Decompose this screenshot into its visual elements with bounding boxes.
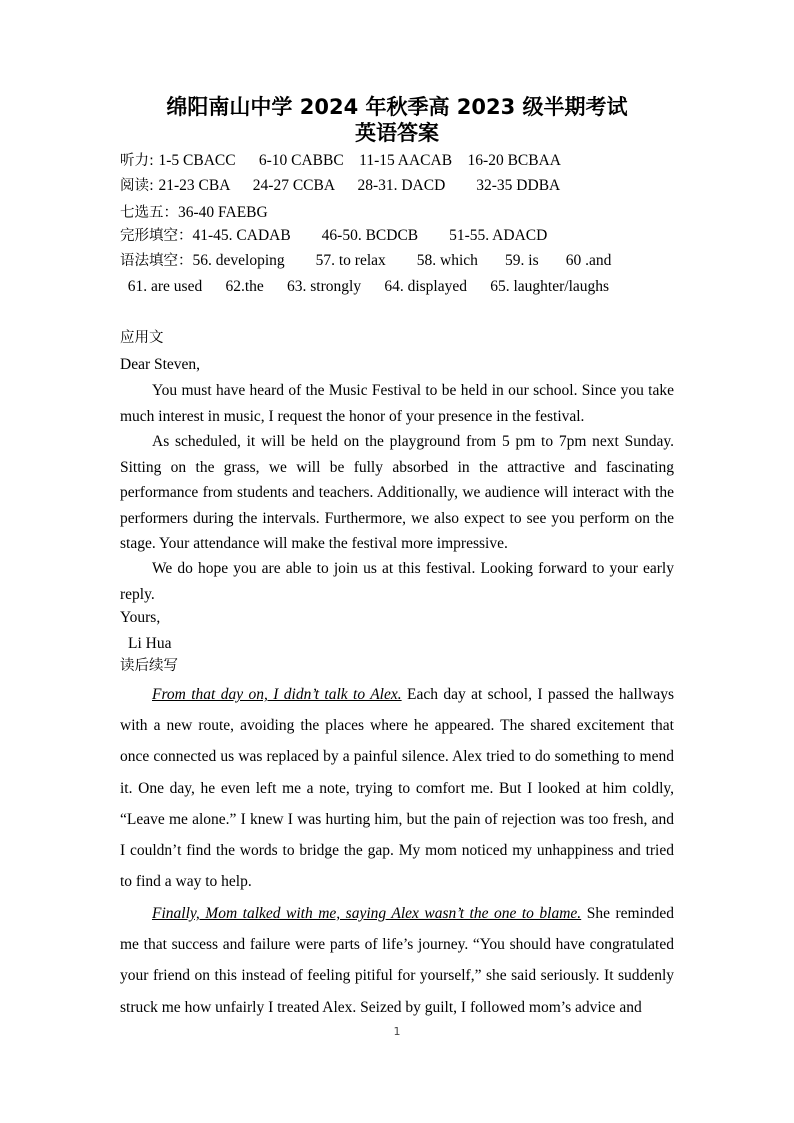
grammar-text: 56. developing 57. to relax 58. which 59. is 60 .and xyxy=(192,252,612,269)
listening-text: 1-5 CBACC 6-10 CABBC 11-15 AACAB 16-20 BCBAA xyxy=(158,152,561,169)
seven-five-text: 36-40 FAEBG xyxy=(178,204,268,221)
listening-label: 听力: xyxy=(120,153,159,169)
seven-five-label: 七选五： xyxy=(120,205,178,221)
paragraph-2-lead: Finally, Mom talked with me, saying Alex wasn’t the one to blame. xyxy=(152,905,582,922)
listening-answers xyxy=(120,151,561,171)
reading-label: 阅读: xyxy=(120,178,159,194)
letter-paragraph: We do hope you are able to join us at this festival. Looking forward to your early reply. xyxy=(120,560,674,603)
continuation-heading: 读后续写 xyxy=(120,658,178,674)
reading-answers xyxy=(120,176,560,196)
exam-subtitle: 英语答案 xyxy=(355,121,439,145)
reading-text: 21-23 CBA 24-27 CCBA 28-31. DACD 32-35 DDBA xyxy=(158,177,561,194)
letter-paragraph: As scheduled, it will be held on the playground from 5 pm to 7pm next Sunday. Sitting on the grass, we will be fully absorbed in the attractive and fascinating performance from students and teachers. Additionally, we audience will interact with the performers during the intervals. Furthermore, we also expect to see you perform on the stage. Your attendance will make the festival more impressive. xyxy=(120,433,674,552)
exam-title: 绵阳南山中学 2024 年秋季高 2023 级半期考试 xyxy=(166,95,628,119)
cloze-text: 41-45. CADAB 46-50. BCDCB 51-55. ADACD xyxy=(192,227,548,244)
grammar-label: 语法填空： xyxy=(120,253,193,269)
cloze-label: 完形填空： xyxy=(120,228,193,244)
continuation-paragraph-2 xyxy=(120,898,674,1023)
letter-paragraph: You must have heard of the Music Festival to be held in our school. Since you take much interest in music, I request the honor of your presence in the festival. xyxy=(120,382,674,425)
letter-closing: Yours, xyxy=(120,609,161,626)
paragraph-2-body: She reminded me that success and failure were parts of life’s journey. “You should have congratulated your friend on this instead of feeling pitiful for yourself,” she said seriously. It suddenly struck me how unfairly I treated Alex. Seized by guilt, I followed mom’s advice and xyxy=(120,905,674,1016)
grammar-answers xyxy=(120,251,611,271)
continuation-paragraph-1 xyxy=(120,679,674,897)
paragraph-1-lead: From that day on, I didn’t talk to Alex. xyxy=(152,686,402,703)
letter-signature: Li Hua xyxy=(128,635,172,652)
cloze-answers xyxy=(120,226,547,246)
page-number: 1 xyxy=(393,1025,401,1038)
grammar-answers-line2: 61. are used 62.the 63. strongly 64. displayed 65. laughter/laughs xyxy=(120,278,610,295)
applied-writing-heading: 应用文 xyxy=(120,330,164,346)
letter-greeting: Dear Steven, xyxy=(120,356,201,373)
paragraph-1-body: Each day at school, I passed the hallways with a new route, avoiding the places where he appeared. The shared excitement that once connected us was replaced by a painful silence. Alex tried to do something to mend it. One day, he even left me a note, trying to comfort me. But I looked at him coldly, “Leave me alone.” I knew I was hurting him, but the pain of rejection was too fresh, and I couldn’t find the words to bridge the gap. My mom noticed my unhappiness and tried to find a way to help. xyxy=(120,686,674,891)
seven-five-answers xyxy=(120,203,268,223)
